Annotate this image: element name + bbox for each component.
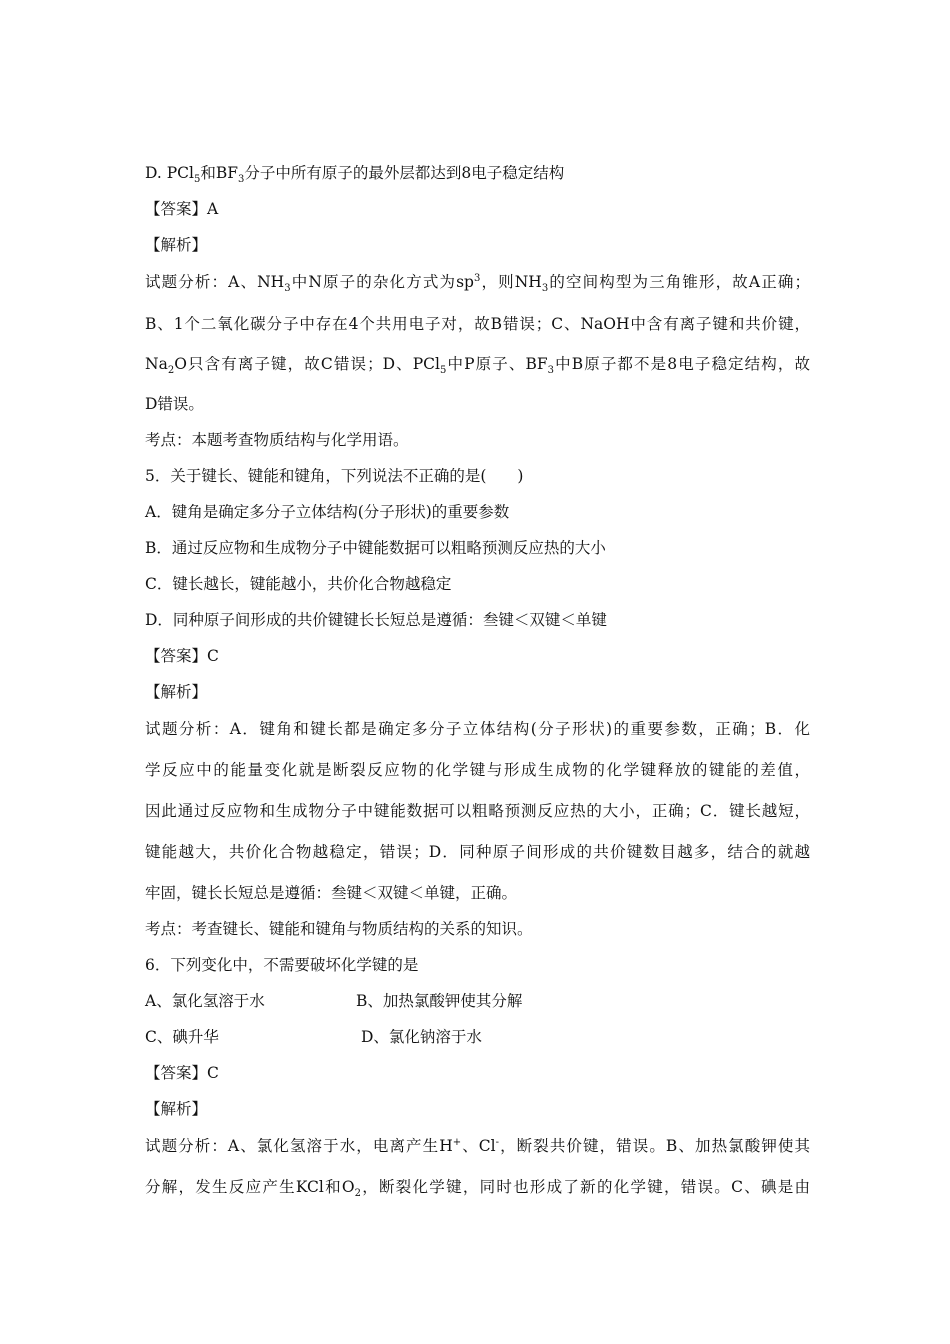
- q5-option-a: A．键角是确定多分子立体结构(分子形状)的重要参数: [145, 503, 510, 521]
- q5-analysis-line-3: 因此通过反应物和生成物分子中键能数据可以粗略预测反应热的大小，正确；C．键长越短，: [145, 802, 810, 820]
- q4-analysis-line-4: D错误。: [145, 395, 204, 413]
- q6-analysis-line-2: 分解，发生反应产生KCl和$O_2$，断裂化学键，同时也形成了新的化学键，错误。C、碘是由: [145, 1178, 810, 1200]
- q5-option-c: C．键长越长，键能越小，共价化合物越稳定: [145, 575, 452, 593]
- q5-analysis-line-2: 学反应中的能量变化就是断裂反应物的化学键与形成生成物的化学键释放的键能的差值，: [145, 761, 810, 779]
- q6-answer: 【答案】C: [145, 1064, 219, 1082]
- q6-option-a: A、氯化氢溶于水: [145, 992, 265, 1010]
- q4-option-d: D. PCl$_5$和$BF_3$分子中所有原子的最外层都达到8电子稳定结构: [145, 164, 565, 186]
- q5-option-b: B．通过反应物和生成物分子中键能数据可以粗略预测反应热的大小: [145, 539, 606, 557]
- q4-analysis-line-2: B、1个二氧化碳分子中存在4个共用电子对，故B错误；C、NaOH中含有离子键和共价键，: [145, 315, 810, 333]
- q5-analysis-line-5: 牢固，键长长短总是遵循：叁键＜双键＜单键，正确。: [145, 884, 518, 902]
- q5-analysis-heading: 【解析】: [145, 683, 208, 701]
- q4-answer: 【答案】A: [145, 200, 219, 218]
- q5-option-d: D．同种原子间形成的共价键键长长短总是遵循：叁键＜双键＜单键: [145, 611, 607, 629]
- q6-option-d: D、氯化钠溶于水: [361, 1028, 482, 1046]
- q4-kaodian: 考点：本题考查物质结构与化学用语。: [145, 431, 409, 449]
- q4-analysis-line-1: 试题分析：A、$NH_3$中N原子的杂化方式为$sp^3$，则$NH_3$的空间构型为三角锥形，故A正确；: [145, 272, 810, 295]
- q6-option-c: C、碘升华: [145, 1028, 219, 1046]
- q6-analysis-heading: 【解析】: [145, 1100, 208, 1118]
- q4-analysis-line-3: $Na_2O$只含有离子键，故C错误；D、PCl$_5$中P原子、$BF_3$中B原子都不是8电子稳定结构，故: [145, 355, 811, 377]
- q5-answer: 【答案】C: [145, 647, 219, 665]
- q5-analysis-line-1: 试题分析：A．键角和键长都是确定多分子立体结构(分子形状)的重要参数，正确；B．化: [145, 720, 810, 738]
- q5-analysis-line-4: 键能越大，共价化合物越稳定，错误；D．同种原子间形成的共价键数目越多，结合的就越: [145, 843, 810, 861]
- q4-analysis-heading: 【解析】: [145, 236, 208, 254]
- q5-kaodian: 考点：考查键长、键能和键角与物质结构的关系的知识。: [145, 920, 533, 938]
- q6-option-b: B、加热氯酸钾使其分解: [356, 992, 523, 1010]
- q6-stem: 6．下列变化中，不需要破坏化学键的是: [145, 956, 419, 974]
- q5-stem: 5．关于键长、键能和键角，下列说法不正确的是( ): [145, 467, 524, 485]
- q6-analysis-line-1: 试题分析：A、氯化氢溶于水，电离产生H+、Cl-，断裂共价键，错误。B、加热氯酸钾使其: [145, 1136, 810, 1155]
